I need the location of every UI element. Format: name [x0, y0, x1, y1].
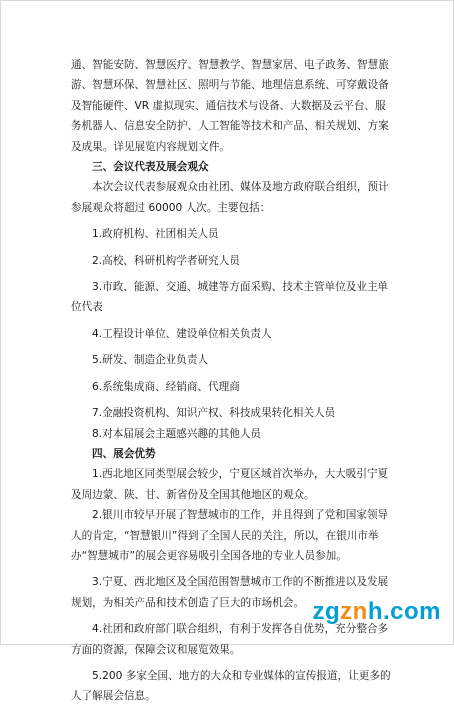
text-line: 及周边蒙、陕、甘、新省份及全国其他地区的观众。: [71, 488, 315, 501]
text-line: 2.银川市较早开展了智慧城市的工作，并且得到了党和国家领导: [92, 509, 389, 522]
watermark-text-highlight: zn: [340, 598, 368, 625]
section-heading-advantages: 四、展会优势: [92, 447, 156, 460]
intro-paragraph: [71, 55, 395, 157]
watermark-text: zg: [312, 598, 341, 625]
text-line: 规划，为相关产品和技术创造了巨大的市场机会。: [71, 596, 305, 609]
text-line: 5.研发、制造企业负责人: [92, 354, 209, 367]
text-line: 务机器人、信息安全防护、人工智能等技术和产品、相关规划、方案: [71, 120, 389, 133]
text-line: 7.金融投资机构、知识产权、科技成果转化相关人员: [92, 407, 336, 420]
section3-intro-paragraph: [71, 177, 395, 218]
text-line: 游、智慧环保、智慧社区、照明与节能、地理信息系统、可穿戴设备: [71, 79, 389, 92]
attendee-item-3: [71, 277, 395, 318]
site-watermark: [312, 598, 441, 626]
text-line: 3.宁夏、西北地区及全国范围智慧城市工作的不断推进以及发展: [92, 576, 389, 589]
text-line: 5.200 多家全国、地方的大众和专业媒体的宣传报道，让更多的: [92, 669, 391, 682]
attendee-item-7: [71, 403, 395, 423]
text-line: 通、智能安防、智慧医疗、智慧教学、智慧家居、电子政务、智慧旅: [71, 59, 389, 71]
text-line: 方面的资源，保障会议和展览效果。: [71, 643, 241, 656]
text-line: 2.高校、科研机构学者研究人员: [92, 254, 240, 267]
attendee-item-6: [71, 377, 395, 397]
attendee-item-8: [71, 424, 395, 444]
text-line: 及智能硬件、VR 虚拟现实、通信技术与设备、大数据及云平台、服: [71, 99, 386, 112]
text-line: 参展观众将超过 60000 人次。主要包括：: [71, 201, 271, 214]
advantage-item-5: [71, 666, 395, 707]
text-line: 人了解展会信息。: [71, 690, 156, 703]
section-heading-attendees: 三、会议代表及展会观众: [92, 161, 209, 174]
text-line: 人的肯定，“智慧银川”得到了全国人民的关注，所以，在银川市举: [71, 529, 379, 542]
advantage-item-1: [71, 464, 395, 505]
text-line: 1.西北地区同类型展会较少，宁夏区域首次举办，大大吸引宁夏: [92, 468, 389, 481]
text-line: 及成果。详见展览内容规划文件。: [71, 140, 230, 153]
text-line: 4.工程设计单位、建设单位相关负责人: [92, 327, 272, 340]
attendee-item-2: [71, 251, 395, 271]
advantage-item-2: [71, 505, 395, 566]
text-line: 6.系统集成商、经销商、代理商: [92, 380, 240, 393]
text-line: 4.社团和政府部门联合组织，有利于发挥各自优势，充分整合多: [92, 623, 389, 636]
text-line: 本次会议代表参展观众由社团、媒体及地方政府联合组织，预计: [92, 181, 389, 194]
text-line: 1.政府机构、社团相关人员: [92, 228, 219, 241]
watermark-text: h.com: [367, 598, 441, 625]
attendee-item-1: [71, 224, 395, 244]
text-line: 办“智慧城市”的展会更容易吸引全国各地的专业人员参加。: [71, 549, 347, 562]
attendee-item-5: [71, 350, 395, 370]
text-line: 位代表: [71, 301, 103, 314]
text-line: 8.对本届展会主题感兴趣的其他人员: [92, 427, 262, 440]
text-line: 3.市政、能源、交通、城建等方面采购、技术主管单位及业主单: [92, 281, 389, 294]
attendee-item-4: [71, 324, 395, 344]
